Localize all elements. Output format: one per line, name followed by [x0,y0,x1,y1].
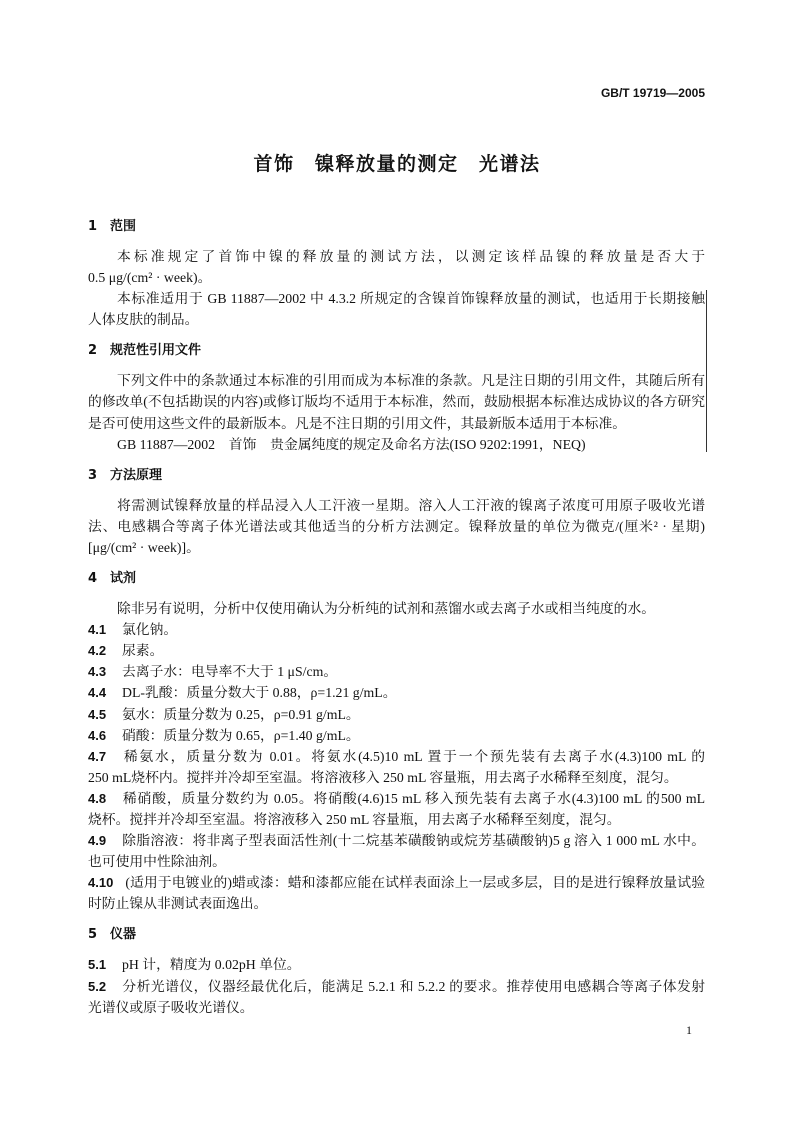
document-body [88,216,705,1018]
paragraph-line: 0.5 μg/(cm² · week)。 [88,270,212,286]
section-title: 试剂 [110,571,137,587]
section-number: 2 [88,343,98,359]
clause-line [88,872,705,893]
clause-continuation: 烧杯。搅拌并冷却至室温。将溶液移入 250 mL 容量瓶，用去离子水稀释至刻度，混匀。 [88,811,621,827]
clause-number: 4.2 [88,643,107,659]
clause-number: 4.3 [88,664,107,680]
section-title: 方法原理 [110,467,163,483]
clause-line [88,725,705,746]
clause-number: 5.2 [88,978,107,994]
section-heading [88,568,705,589]
clause-number: 4.5 [88,706,107,722]
clause-line [88,788,705,809]
section-number: 4 [88,571,98,587]
section-number: 3 [88,467,98,483]
clause-line [88,640,705,661]
clause-continuation: 时防止镍从非测试表面逸出。 [88,896,268,912]
clause-text: 稀硝酸，质量分数约为 0.05。将硝酸(4.6)15 mL 移入预先装有去离子水(4.3)100 mL 的500 mL [122,790,705,806]
section-heading [88,340,705,361]
paragraph-line: 下列文件中的条款通过本标准的引用而成为本标准的条款。凡是注日期的引用文件，其随后所有 [117,373,705,389]
clause-text: 去离子水：电导率不大于 1 μS/cm。 [122,664,338,680]
clause-line [88,830,705,851]
page-number: 1 [686,1023,692,1037]
paragraph-line: 法、电感耦合等离子体光谱法或其他适当的分析方法测定。镍释放量的单位为微克/(厘米² · 星期) [88,518,705,534]
section-title: 规范性引用文件 [110,343,202,359]
clause-continuation: 光谱仪或原子吸收光谱仪。 [88,999,254,1015]
clause-line [88,746,705,767]
paragraph-line: 本标准规定了首饰中镍的释放量的测试方法，以测定该样品镍的释放量是否大于 [117,249,705,264]
paragraph-line: 人体皮肤的制品。 [88,312,199,328]
clause-line [88,976,705,997]
clause-line [88,704,705,725]
paragraph-line: 本标准适用于 GB 11887—2002 中 4.3.2 所规定的含镍首饰镍释放量的测试，也适用于长期接触 [117,291,705,307]
paragraph-line: [μg/(cm² · week)]。 [88,539,200,555]
clause-number: 4.6 [88,727,107,743]
clause-text: 尿素。 [122,643,164,659]
clause-text: DL-乳酸：质量分数大于 0.88，ρ=1.21 g/mL。 [122,685,397,701]
section-heading [88,216,705,237]
clause-text: 除脂溶液：将非离子型表面活性剂(十二烷基苯磺酸钠或烷芳基磺酸钠)5 g 溶入 1 000 mL 水中。 [122,833,705,849]
clause-number: 4.10 [88,875,114,891]
clause-continuation: 也可使用中性除油剂。 [88,854,226,870]
paragraph-line: 的修改单(不包括勘误的内容)或修订版均不适用于本标准，然而，鼓励根据本标准达成协议的各方研究 [88,394,705,410]
clause-continuation: 250 mL烧杯内。搅拌并冷却至室温。将溶液移入 250 mL 容量瓶，用去离子水稀释至刻度，混匀。 [88,769,678,785]
clause-text: 氨水：质量分数为 0.25，ρ=0.91 g/mL。 [122,706,360,722]
clause-line [88,682,705,703]
revision-bar [706,290,707,452]
clause-number: 4.7 [88,748,107,764]
clause-line [88,954,705,975]
document-number: GB/T 19719—2005 [600,86,705,100]
section-title: 仪器 [110,927,137,943]
clause-text: 硝酸：质量分数为 0.65，ρ=1.40 g/mL。 [122,727,360,743]
paragraph-line: 除非另有说明，分析中仅使用确认为分析纯的试剂和蒸馏水或去离子水或相当纯度的水。 [117,601,656,617]
clause-text: pH 计，精度为 0.02pH 单位。 [122,957,301,973]
page-title: 首饰 镍释放量的测定 光谱法 [253,153,541,175]
clause-text: (适用于电镀业的)蜡或漆：蜡和漆都应能在试样表面涂上一层或多层，目的是进行镍释放量试验 [125,875,705,891]
paragraph-line: 是否可使用这些文件的最新版本。凡是不注日期的引用文件，其最新版本适用于本标准。 [88,415,627,431]
clause-number: 4.4 [88,685,107,701]
normative-reference: GB 11887—2002 首饰 贵金属纯度的规定及命名方法(ISO 9202:1991，NEQ) [117,436,586,452]
section-heading [88,924,705,945]
paragraph-line: 将需测试镍释放量的样品浸入人工汗液一星期。溶入人工汗液的镍离子浓度可用原子吸收光谱 [117,497,705,513]
section-number: 1 [88,219,98,234]
section-heading [88,465,705,486]
section-number: 5 [88,927,98,943]
clause-line [88,619,705,640]
clause-number: 4.8 [88,790,107,806]
section-title: 范围 [110,219,137,234]
clause-number: 4.1 [88,622,107,638]
clause-number: 4.9 [88,833,107,849]
clause-number: 5.1 [88,957,107,973]
clause-text: 氯化钠。 [122,622,178,638]
clause-line [88,661,705,682]
clause-text: 分析光谱仪，仪器经最优化后，能满足 5.2.1 和 5.2.2 的要求。推荐使用电感耦合等离子体发射 [122,978,705,994]
clause-text: 稀氨水，质量分数为 0.01。将氨水(4.5)10 mL 置于一个预先装有去离子水(4.3)100 mL 的 [122,748,705,764]
